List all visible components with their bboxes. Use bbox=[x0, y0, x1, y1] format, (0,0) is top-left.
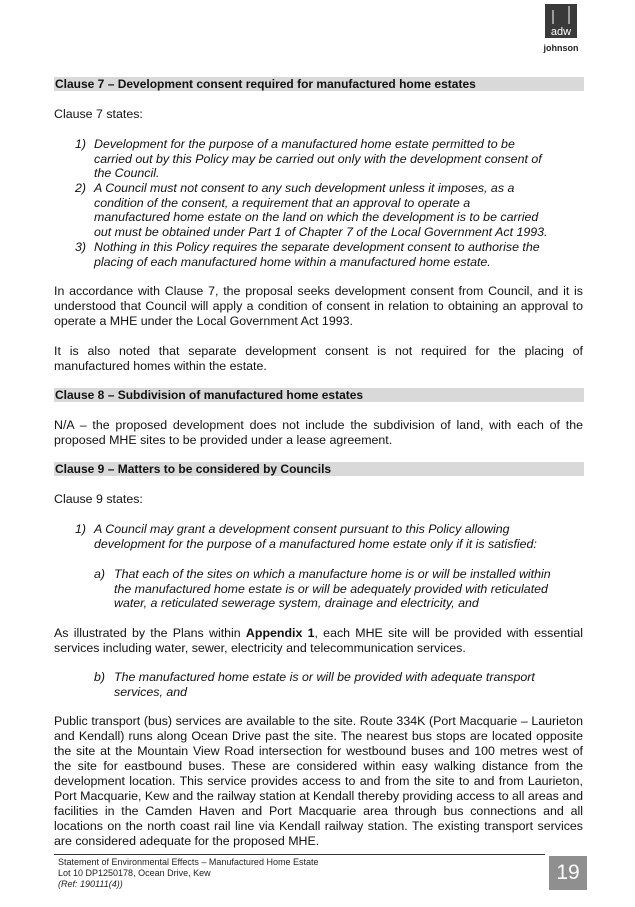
clause7-item2-line1: A Council must not consent to any such development unless it imposes, as a bbox=[94, 181, 515, 195]
clause7-item2-line4: out must be obtained under Part 1 of Chapter 7 of the Local Government Act 1993. bbox=[94, 224, 548, 239]
clause7-item1-number: 1) bbox=[75, 137, 87, 151]
clause7-paragraph-2: It is also noted that separate development consent is not required for the placing of manufactured homes within the estate. bbox=[54, 344, 583, 373]
logo-text-adw: adw bbox=[550, 26, 572, 38]
clause9-paragraph-a-post: , each MHE site will be provided with essential services including water, sewer, electricity and telecommunication services. bbox=[54, 626, 583, 655]
clause9-sub-a-line1: That each of the sites on which a manufacture home is or will be installed within bbox=[114, 567, 551, 581]
clause9-heading: Clause 9 – Matters to be considered by Councils bbox=[54, 462, 584, 476]
clause9-sub-b-line2: services, and bbox=[114, 684, 188, 699]
clause7-item3-number: 3) bbox=[75, 240, 87, 254]
clause9-sub-a-number: a) bbox=[94, 567, 106, 581]
footer-reference: (Ref: 190111(4)) bbox=[58, 879, 123, 889]
clause7-item3-line2: placing of each manufactured home within a manufactured home estate. bbox=[94, 254, 491, 269]
clause7-item2-line2: condition of the consent, a requirement that an approval to operate a bbox=[94, 195, 471, 210]
page-number: 19 bbox=[549, 856, 587, 890]
clause7-item2-line3: manufactured home estate on the land on which the development is to be carried bbox=[94, 210, 539, 225]
clause8-heading: Clause 8 – Subdivision of manufactured home estates bbox=[54, 388, 584, 402]
appendix-1-reference: Appendix 1 bbox=[245, 626, 315, 640]
clause9-sub-a-line3: water, a reticulated sewerage system, drainage and electricity, and bbox=[114, 596, 479, 611]
logo-text-johnson: johnson bbox=[543, 43, 579, 53]
clause7-item1-line3: the Council. bbox=[94, 166, 160, 181]
clause7-heading: Clause 7 – Development consent required for manufactured home estates bbox=[54, 77, 584, 91]
clause9-sub-b-number: b) bbox=[94, 670, 106, 684]
clause9-sub-b-line1: The manufactured home estate is or will be provided with adequate transport bbox=[114, 670, 535, 684]
clause7-item2-number: 2) bbox=[75, 181, 87, 195]
clause9-intro: Clause 9 states: bbox=[54, 492, 143, 506]
clause9-item1-line1: A Council may grant a development consent pursuant to this Policy allowing bbox=[94, 522, 510, 536]
clause9-item1-line2: development for the purpose of a manufactured home estate only if it is satisfied: bbox=[94, 536, 537, 551]
footer-document-title: Statement of Environmental Effects – Manufactured Home Estate bbox=[58, 857, 319, 867]
clause7-intro: Clause 7 states: bbox=[54, 107, 143, 121]
logo-mark-icon bbox=[539, 4, 583, 57]
clause7-item1-line2: carried out by this Policy may be carried out only with the development consent of bbox=[94, 151, 542, 166]
clause9-sub-a-line2: the manufactured home estate is or will be adequately provided with reticulated bbox=[114, 581, 548, 596]
clause9-paragraph-a bbox=[54, 626, 583, 656]
clause7-item3-line1: Nothing in this Policy requires the separate development consent to authorise the bbox=[94, 240, 540, 254]
clause8-paragraph: N/A – the proposed development does not include the subdivision of land, with each of the proposed MHE sites to be provided under a lease agreement. bbox=[54, 418, 583, 447]
footer-location: Lot 10 DP1250178, Ocean Drive, Kew bbox=[58, 868, 211, 878]
clause9-paragraph-b: Public transport (bus) services are available to the site. Route 334K (Port Macquarie – Laurieton and Kendall) runs along Ocean Drive past the site. The nearest bus stops are located opposite the site at the Mountain View Road intersection for westbound buses and 100 metres west of the site for eastbound buses. These are considered within easy walking distance from the development location. This service provides access to and from the site to and from Laurieton, Port Macquarie, Kew and the railway station at Kendall thereby providing access to all areas and facilities in the Camden Haven and Port Macquarie area through bus connections and all locations on the north coast rail line via Kendall railway station. The existing transport services are considered adequate for the proposed MHE. bbox=[54, 714, 583, 848]
clause9-paragraph-a-pre: As illustrated by the Plans within bbox=[54, 626, 246, 640]
clause9-item1-number: 1) bbox=[75, 522, 87, 536]
company-logo bbox=[539, 4, 583, 57]
footer-divider bbox=[54, 854, 545, 855]
clause7-item1-line1: Development for the purpose of a manufactured home estate permitted to be bbox=[94, 137, 515, 151]
clause7-paragraph-1: In accordance with Clause 7, the proposal seeks development consent from Council, and it is understood that Council will apply a condition of consent in relation to obtaining an approval to operate a MHE under the Local Government Act 1993. bbox=[54, 284, 583, 328]
